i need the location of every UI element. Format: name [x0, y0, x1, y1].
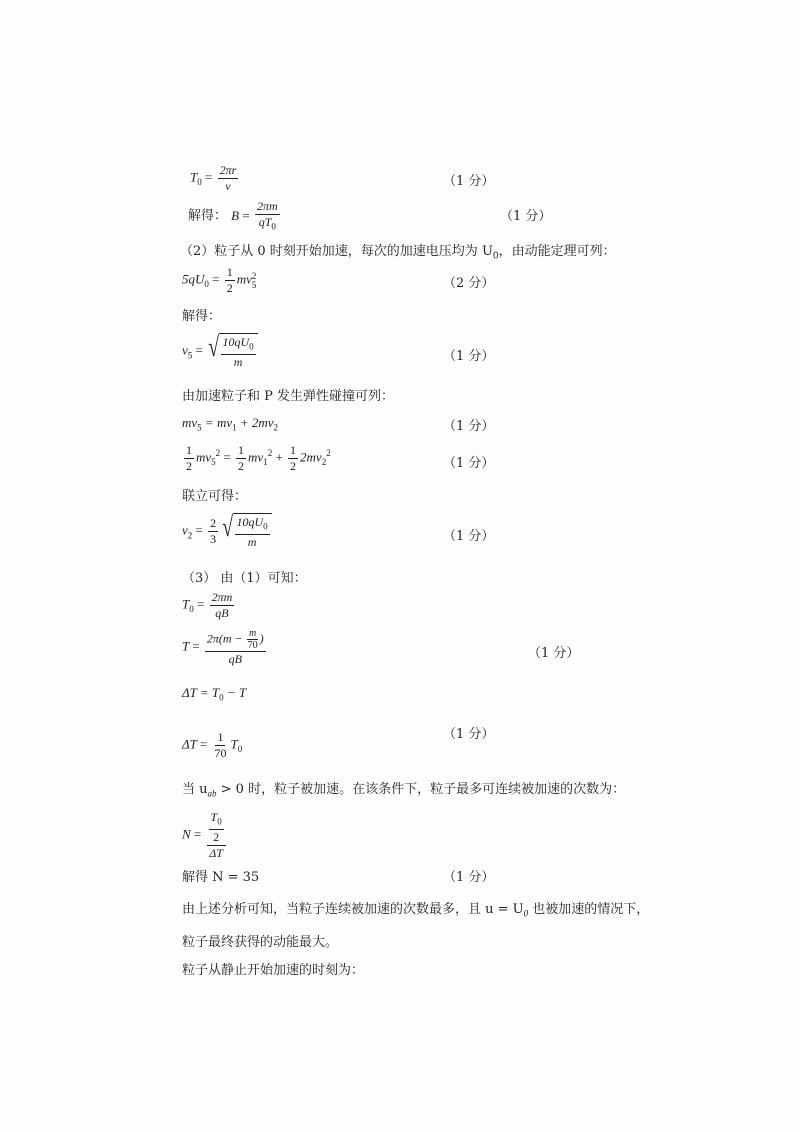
formula-numerator: 2	[210, 516, 217, 531]
formula-sub: 5	[251, 279, 257, 290]
paragraph-text	[182, 778, 625, 799]
formula-numerator: )	[259, 631, 264, 646]
formula-var: mv	[248, 449, 264, 465]
formula-var: v	[182, 342, 188, 358]
formula-sub: 2	[273, 422, 279, 433]
score-label: （1 分）	[443, 456, 495, 471]
formula-numerator: 10qU	[222, 335, 250, 349]
formula-denominator: qB	[215, 606, 229, 620]
formula-sub: 0	[271, 221, 276, 232]
score-label: （1 分）	[443, 870, 495, 885]
formula-v2: $v_2$ = $\frac{2}{3}$ √ $\frac{10qU_0}{m}$	[182, 513, 272, 550]
formula-v5: $v_5$ = √ $\frac{10qU_0}{m}$	[182, 333, 258, 370]
paragraph-text: 也被加速的情况下，	[528, 902, 650, 917]
formula-sub: 1	[263, 457, 268, 468]
formula-sub: 5	[211, 457, 216, 468]
formula-kinetic-energy: $\frac{1}{2}$ $mv_5^2$ = $\frac{1}{2}$ $mv_1^2$ + $\frac{1}{2}$ $2mv_2^2$	[186, 443, 331, 473]
score-label: （1 分）	[443, 349, 495, 364]
paragraph-text: （2）粒子从 0 时刻开始加速，每次的加速电压均为 U	[180, 244, 493, 259]
formula-sub: 0	[249, 341, 254, 352]
formula-var: + 2mv	[236, 415, 274, 430]
formula-numerator: 1	[217, 730, 224, 744]
formula-denominator: 2	[186, 459, 192, 473]
formula-numerator: 2πm	[256, 199, 278, 213]
paragraph-text: 由上述分析可知，当粒子连续被加速的次数最多，且 u = U	[182, 902, 524, 917]
paragraph-text: ，由动能定理可列：	[498, 244, 616, 259]
formula-denominator: 2	[290, 459, 297, 473]
formula-delta-t-value: ΔT = $\frac{1}{70}$ $T_0$	[182, 730, 243, 760]
score-label: （1 分）	[443, 727, 495, 742]
formula-denominator: m	[233, 355, 243, 370]
formula-sub: 2	[187, 530, 193, 541]
formula-t0: $T_0$ = $\frac{2\pi m}{qB}$	[182, 590, 233, 620]
formula-denominator: 2	[213, 830, 220, 845]
formula-sup: 2	[215, 448, 221, 459]
formula-denominator: qT	[258, 215, 272, 229]
formula-var: T	[190, 169, 198, 185]
formula-sub: 0	[237, 744, 243, 755]
paragraph-text: 联立可得：	[182, 489, 248, 504]
paragraph-text: 粒子从静止开始加速的时刻为：	[182, 963, 365, 978]
paragraph-text: 由加速粒子和 P 发生弹性碰撞可列：	[182, 389, 395, 404]
paragraph-text	[182, 898, 649, 919]
formula-period: $T_0$ = $\frac{2\pi r}{v}$	[190, 163, 237, 193]
result-n: 解得 N = 35	[182, 870, 260, 885]
formula-var: mv	[196, 449, 212, 465]
formula-n: N = $\frac{\frac{T_0}{2}}{\Delta T}$	[182, 810, 228, 861]
section-3-intro: （3） 由（1）可知：	[182, 571, 307, 586]
formula-numerator: 1	[238, 443, 245, 457]
formula-numerator: 1	[290, 443, 297, 457]
formula-sup: 2	[326, 448, 331, 459]
formula-var: v	[182, 522, 188, 538]
paragraph-text: 粒子最终获得的动能最大。	[182, 935, 339, 950]
score-label: （1 分）	[443, 419, 495, 434]
formula-sub: 5	[187, 350, 193, 361]
formula-numerator: T	[210, 810, 218, 824]
formula-sub: 0	[219, 692, 224, 703]
formula-var: T	[230, 736, 238, 752]
formula-var: B	[231, 207, 240, 223]
formula-sub: 0	[523, 908, 529, 919]
formula-delta-t	[182, 685, 246, 703]
formula-sub: 0	[263, 521, 268, 532]
formula-denominator: v	[225, 179, 231, 193]
score-label: （1 分）	[500, 209, 552, 224]
formula-energy-theorem: $5qU_0$ = $\frac{1}{2}$ mv 2 5	[182, 265, 257, 295]
formula-sup: 2	[267, 448, 273, 459]
formula-sub: ab	[207, 788, 217, 799]
formula-numerator: m	[249, 628, 257, 639]
section-2-intro	[180, 240, 616, 262]
formula-var: mv	[182, 415, 198, 430]
score-label: （1 分）	[443, 174, 495, 189]
formula-numerator: 10qU	[236, 515, 264, 529]
formula-numerator: 2π(m −	[206, 631, 243, 646]
formula-sub: 1	[232, 422, 237, 433]
score-label: （1 分）	[443, 529, 495, 544]
formula-magnetic-field: 解得： B = $\frac{2\pi m}{qT_0}$	[188, 199, 278, 232]
formula-var: N	[182, 826, 191, 842]
formula-denominator: 3	[210, 532, 217, 547]
formula-sub: 0	[217, 816, 222, 827]
formula-denominator: ΔT	[209, 846, 223, 861]
formula-denominator: 70	[247, 640, 258, 651]
formula-var: ΔT = T	[182, 685, 220, 700]
formula-var: = mv	[201, 415, 233, 430]
solve-label: 解得：	[188, 208, 228, 224]
formula-denominator: 70	[214, 746, 227, 760]
formula-numerator: 2πr	[219, 163, 237, 177]
score-label: （2 分）	[443, 276, 495, 291]
formula-var: ΔT	[182, 736, 197, 752]
formula-var: T	[182, 596, 190, 612]
formula-denominator: m	[247, 535, 257, 550]
formula-numerator: 2πm	[211, 590, 233, 604]
formula-numerator: 1	[226, 265, 233, 279]
formula-t: T = 2π(m − $\frac{m}{70}$ ) qB	[182, 628, 264, 666]
formula-sub: 2	[321, 457, 327, 468]
formula-denominator: 2	[226, 281, 233, 295]
formula-sub: 5	[197, 422, 202, 433]
formula-denominator: qB	[228, 652, 242, 666]
formula-var: 2mv	[300, 449, 322, 465]
paragraph-text: > 0 时，粒子被加速。在该条件下，粒子最多可连续被加速的次数为：	[216, 782, 626, 797]
formula-var: − T	[223, 685, 247, 700]
formula-sub: 0	[197, 177, 202, 188]
formula-var: 5qU	[182, 271, 205, 287]
formula-sub: 0	[204, 279, 209, 290]
formula-denominator: 2	[238, 459, 245, 473]
formula-var: mv	[236, 271, 252, 287]
formula-momentum	[182, 415, 278, 433]
solve-label: 解得：	[182, 309, 222, 324]
score-label: （1 分）	[528, 646, 580, 661]
formula-numerator: 1	[186, 443, 192, 457]
paragraph-text: 当 u	[182, 782, 208, 797]
formula-sup: 2	[251, 270, 257, 281]
formula-sub: 0	[492, 251, 499, 262]
formula-var: T	[182, 638, 189, 654]
formula-sub: 0	[189, 604, 194, 615]
